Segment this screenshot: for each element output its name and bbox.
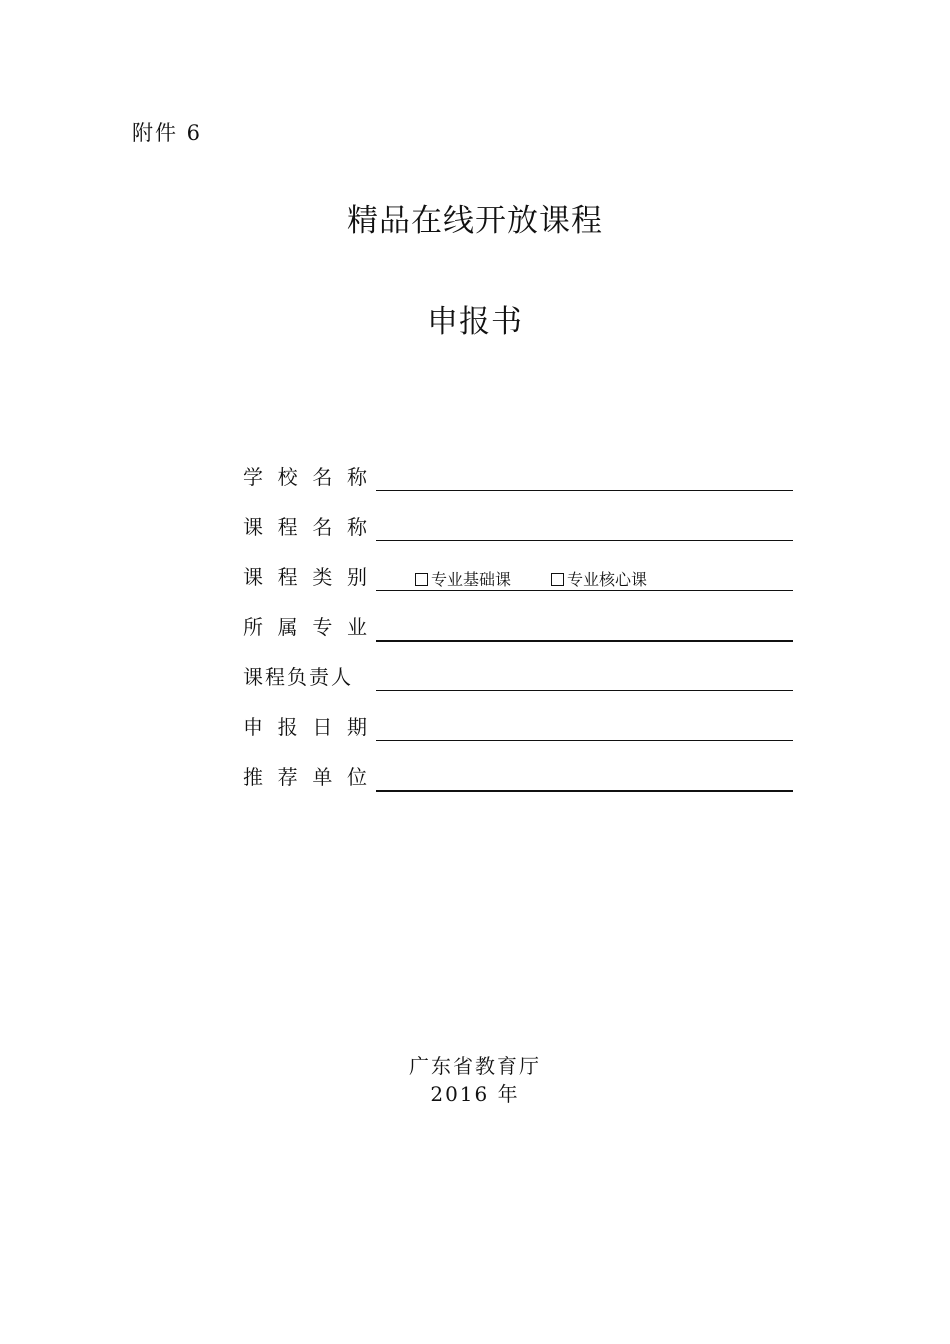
document-subtitle: 申报书 bbox=[427, 304, 523, 340]
recommending-unit-label: 推荐单位 bbox=[243, 765, 367, 789]
form-row-school-name bbox=[243, 455, 793, 505]
attachment-label: 附件 6 bbox=[132, 121, 203, 145]
form-row-course-name bbox=[243, 505, 793, 555]
course-category-options bbox=[415, 567, 647, 590]
form-row-major bbox=[243, 605, 793, 655]
foundation-course-checkbox[interactable] bbox=[415, 573, 428, 586]
major-label: 所属专业 bbox=[243, 615, 367, 639]
course-name-field[interactable] bbox=[376, 540, 793, 541]
recommending-unit-field[interactable] bbox=[376, 790, 793, 792]
core-course-checkbox[interactable] bbox=[551, 573, 564, 586]
form-row-course-leader bbox=[243, 655, 793, 705]
course-leader-label: 课程负责人 bbox=[243, 665, 353, 689]
application-date-label: 申报日期 bbox=[243, 715, 367, 739]
foundation-course-label: 专业基础课 bbox=[431, 570, 512, 589]
issue-year: 2016 年 bbox=[430, 1082, 520, 1106]
school-name-label: 学校名称 bbox=[243, 465, 367, 489]
form-row-course-category bbox=[243, 555, 793, 605]
issuer-name: 广东省教育厅 bbox=[409, 1054, 541, 1078]
application-date-field[interactable] bbox=[376, 740, 793, 741]
course-category-label: 课程类别 bbox=[243, 565, 367, 589]
option-foundation-course[interactable] bbox=[415, 567, 511, 590]
document-title: 精品在线开放课程 bbox=[347, 203, 603, 239]
option-core-course[interactable] bbox=[551, 567, 647, 590]
core-course-label: 专业核心课 bbox=[567, 570, 648, 589]
application-form bbox=[243, 455, 793, 805]
form-row-recommending-unit bbox=[243, 755, 793, 805]
major-field[interactable] bbox=[376, 640, 793, 642]
form-row-application-date bbox=[243, 705, 793, 755]
course-name-label: 课程名称 bbox=[243, 515, 367, 539]
course-leader-field[interactable] bbox=[376, 690, 793, 691]
course-category-line bbox=[376, 590, 793, 591]
school-name-field[interactable] bbox=[376, 490, 793, 491]
